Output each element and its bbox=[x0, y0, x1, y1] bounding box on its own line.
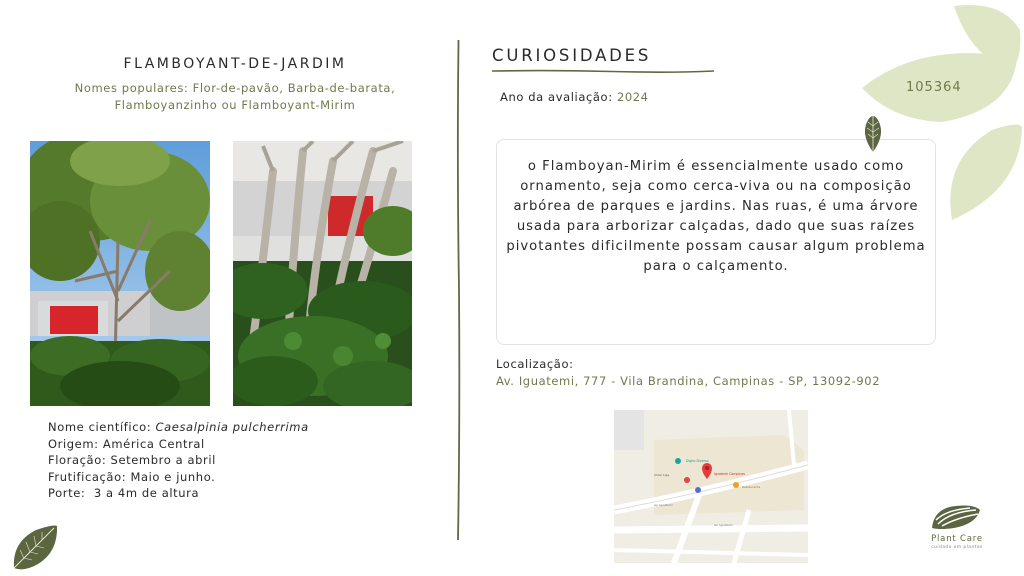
map-poi-icon bbox=[684, 477, 690, 483]
location-map[interactable] bbox=[614, 410, 808, 563]
curiosity-text: o Flamboyan-Mirim é essencialmente usado como ornamento, seja como cerca-viva ou na composição arbórea de parques e jardins. Nas ruas, é uma árvore usada para arborizar calçadas, dado que suas raízes pivotantes dificilmente possam causar algum problema para o calçamento. bbox=[506, 159, 926, 274]
popular-names bbox=[40, 80, 430, 114]
vertical-divider bbox=[456, 40, 461, 540]
plant-care-logo-icon bbox=[930, 502, 982, 532]
leaf-icon bbox=[862, 112, 884, 154]
fruiting-row: Frutificação: Maio e junho. bbox=[48, 469, 216, 484]
svg-text:Av. Iguatemi: Av. Iguatemi bbox=[714, 523, 733, 527]
svg-text:Restaurante: Restaurante bbox=[742, 485, 761, 489]
plant-photo-trunks bbox=[233, 141, 412, 406]
decorative-leaves bbox=[862, 0, 1024, 226]
location-address: Av. Iguatemi, 777 - Vila Brandina, Campinas - SP, 13092-902 bbox=[496, 374, 881, 388]
plant-code: 105364 bbox=[906, 80, 962, 95]
brand-name: Plant Care bbox=[931, 534, 983, 544]
svg-text:Iguatemi Campinas: Iguatemi Campinas bbox=[714, 472, 745, 476]
popular-names-line2: Flamboyanzinho ou Flamboyant-Mirim bbox=[114, 98, 356, 112]
curiosities-title: CURIOSIDADES bbox=[492, 46, 652, 65]
map-poi-icon bbox=[733, 482, 739, 488]
map-poi-icon bbox=[695, 487, 701, 493]
location-label: Localização: bbox=[496, 357, 574, 371]
flowering-row: Floração: Setembro a abril bbox=[48, 453, 216, 467]
popular-names-line1: Flor-de-pavão, Barba-de-barata, bbox=[192, 81, 396, 95]
scientific-name-value: Caesalpinia pulcherrima bbox=[155, 420, 309, 434]
svg-text:Clinic Loja: Clinic Loja bbox=[654, 473, 670, 477]
brand-tagline: cuidado em plantas bbox=[931, 545, 983, 550]
size-row: Porte: 3 a 4m de altura bbox=[48, 486, 200, 500]
scientific-name-label: Nome científico: bbox=[48, 420, 152, 434]
popular-names-label: Nomes populares: bbox=[74, 81, 189, 95]
svg-text:Digito Diverso: Digito Diverso bbox=[686, 459, 709, 463]
year-label: Ano da avaliação: bbox=[500, 90, 613, 104]
plant-photo-tree bbox=[30, 141, 210, 406]
plant-title: FLAMBOYANT-DE-JARDIM bbox=[123, 56, 347, 72]
svg-text:Av. Iguatemi: Av. Iguatemi bbox=[654, 503, 673, 507]
leaf-icon bbox=[10, 522, 60, 572]
title-underline bbox=[492, 69, 714, 73]
scientific-name-row bbox=[48, 419, 309, 436]
evaluation-year bbox=[500, 90, 649, 104]
plant-info bbox=[48, 419, 309, 502]
origin-row: Origem: América Central bbox=[48, 436, 205, 451]
map-poi-icon bbox=[675, 458, 681, 464]
year-value: 2024 bbox=[616, 90, 649, 104]
